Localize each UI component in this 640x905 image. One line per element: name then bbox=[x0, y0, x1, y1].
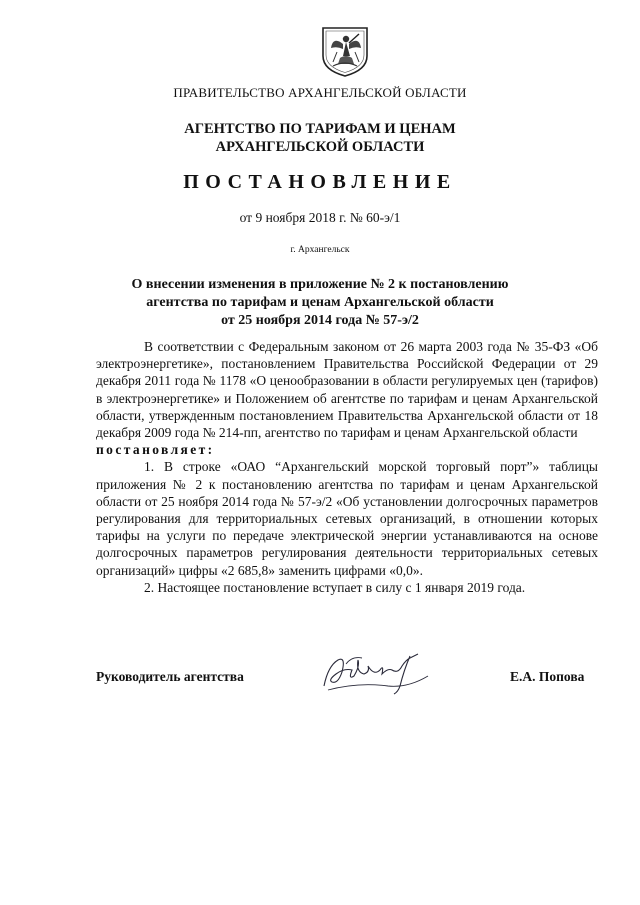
item-paragraph: 2. Настоящее постановление вступает в силу с 1 января 2019 года. bbox=[144, 579, 526, 595]
signatory-name: Е.А. Попова bbox=[510, 669, 585, 684]
document-subject bbox=[0, 276, 640, 330]
document-body bbox=[96, 338, 598, 596]
subject-line: агентства по тарифам и ценам Архангельской области bbox=[146, 295, 494, 310]
signatory-role: Руководитель агентства bbox=[96, 669, 244, 684]
handwritten-signature bbox=[318, 646, 440, 698]
agency-title-line: АРХАНГЕЛЬСКОЙ ОБЛАСТИ bbox=[215, 139, 425, 155]
document-city: г. Архангельск bbox=[290, 245, 350, 255]
document-date-number: от 9 ноября 2018 г. № 60-э/1 bbox=[239, 210, 401, 225]
subject-line: от 25 ноября 2014 года № 57-э/2 bbox=[221, 313, 419, 328]
preamble-paragraph: В соответствии с Федеральным законом от 26 марта 2003 года № 35-ФЗ «Об электроэнергетике», постановлением Правительства Российской Федерации от 29 декабря 2011 года № 1178 «О ценообразовании в области регулируемых цен (тарифов) в электроэнергетике» и Положением об агентстве по тарифам и ценам Архангельской области, утвержденным постановлением Правительства Архангельской области от 18 декабря 2009 года № 214-пп, агентство по тарифам и ценам Архангельской области bbox=[96, 339, 598, 441]
subject-line: О внесении изменения в приложение № 2 к постановлению bbox=[131, 277, 509, 292]
agency-title-line: АГЕНТСТВО ПО ТАРИФАМ И ЦЕНАМ bbox=[184, 121, 456, 137]
government-title: ПРАВИТЕЛЬСТВО АРХАНГЕЛЬСКОЙ ОБЛАСТИ bbox=[173, 85, 467, 100]
coat-of-arms-icon bbox=[319, 22, 371, 78]
document-type: ПОСТАНОВЛЕНИЕ bbox=[183, 171, 457, 193]
agency-title bbox=[0, 120, 640, 156]
item-paragraph: 1. В строке «ОАО “Архангельский морской торговый порт”» таблицы приложения № 2 к постановлению агентства по тарифам и ценам Архангельской области от 25 ноября 2014 года № 57-э/2 «Об установлении долгосрочных параметров регулирования для территориальных сетевых организаций, в отношении которых тарифы на услуги по передаче электрической энергии устанавливаются на основе долгосрочных параметров регулирования деятельности территориальных сетевых организаций» цифры «2 685,8» заменить цифрами «0,0». bbox=[96, 459, 598, 578]
decree-word: постановляет: bbox=[96, 442, 215, 458]
